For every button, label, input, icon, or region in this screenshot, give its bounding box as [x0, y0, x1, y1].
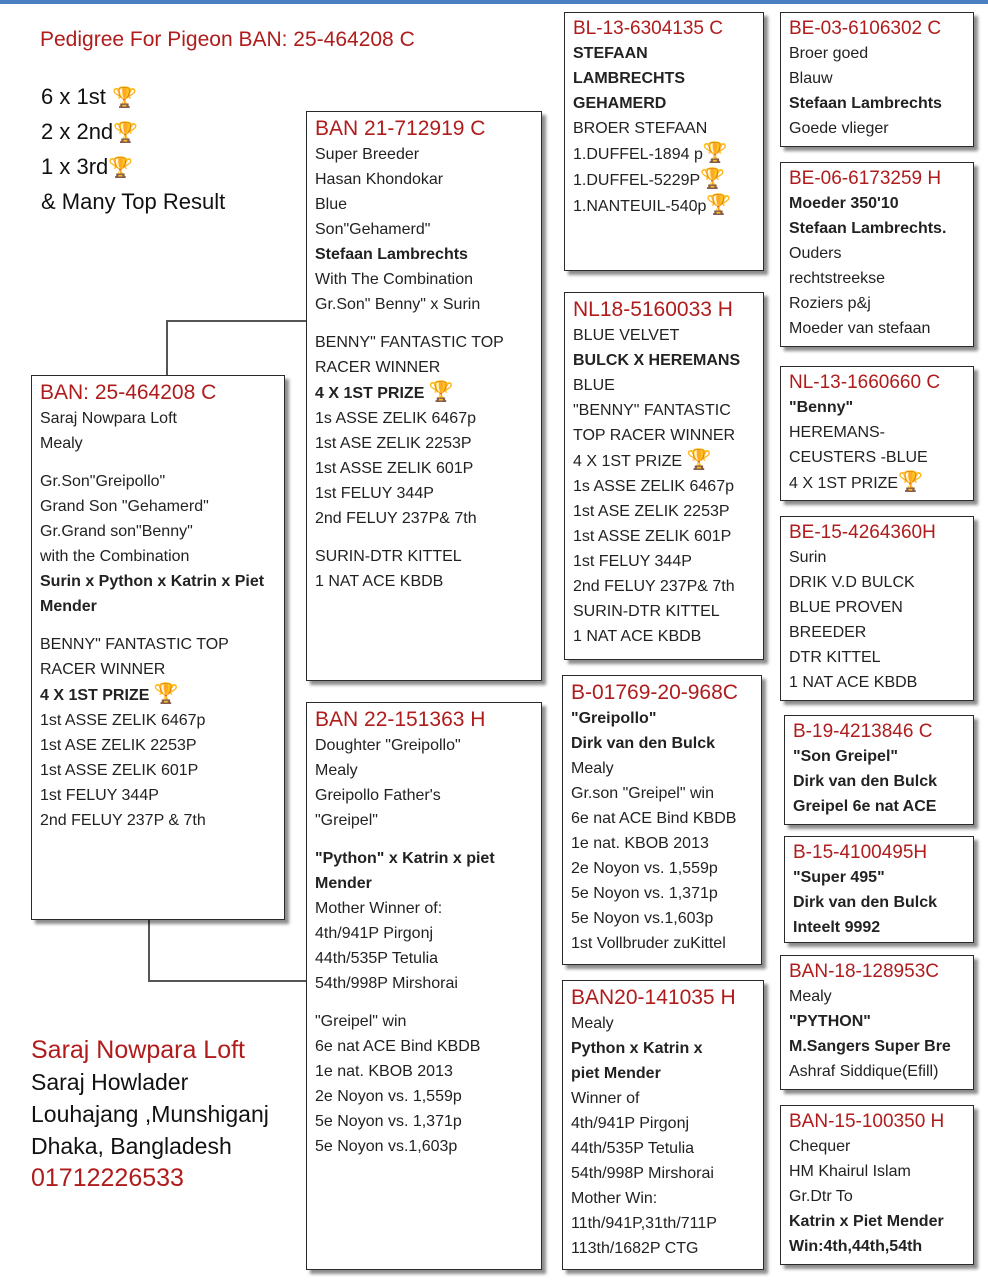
sire-sire-line: GEHAMERD [573, 95, 667, 112]
ring-number: B-15-4100495H [793, 842, 928, 863]
dam-line: Mother Winner of: [315, 900, 443, 917]
card-line: rechtstreekse [789, 270, 886, 287]
connector-line [148, 980, 306, 982]
dam-ring-number: BAN 22-151363 H [315, 708, 486, 731]
dam-sire-ring-number: B-01769-20-968C [571, 681, 738, 704]
dam-dam-ring-number: BAN20-141035 H [571, 986, 736, 1009]
dam-line: 2e Noyon vs. 1,559p [315, 1088, 462, 1105]
sire-line: 1st ASE ZELIK 2253P [315, 435, 472, 452]
connector-line [148, 920, 150, 980]
dam-line: 54th/998P Mirshorai [315, 975, 458, 992]
dam-sire-line: Dirk van den Bulck [571, 735, 716, 752]
subject-line: 1st ASSE ZELIK 601P [40, 762, 199, 779]
dam-dam-line: 113th/1682P CTG [571, 1240, 699, 1257]
subject-line: 1st ASSE ZELIK 6467p [40, 712, 206, 729]
connector-line [166, 320, 168, 375]
card-line: Surin [789, 549, 827, 566]
trophy-icon: 🏆 [108, 157, 134, 179]
dam-dam-line: Mealy [571, 1015, 614, 1032]
dam-line: 6e nat ACE Bind KBDB [315, 1038, 481, 1055]
card-line: Greipel 6e nat ACE [793, 798, 937, 815]
owner-name: Saraj Howlader [31, 1069, 189, 1095]
ring-number: BAN-15-100350 H [789, 1111, 945, 1132]
dam-sire-line: 2e Noyon vs. 1,559p [571, 860, 718, 877]
sire-dam-card [564, 292, 764, 660]
card-line: Ouders [789, 245, 842, 262]
card-line: Gr.Dtr To [789, 1188, 853, 1205]
sire-line: Gr.Son" Benny" x Surin [315, 296, 481, 313]
ring-number: BAN-18-128953C [789, 961, 939, 982]
ring-number: BE-03-6106302 C [789, 18, 942, 39]
card-line: Roziers p&j [789, 295, 871, 312]
loft-contact-block [31, 1034, 269, 1194]
dam-sire-line: Gr.son "Greipel" win [571, 785, 714, 802]
card-line: Blauw [789, 70, 833, 87]
subject-ring-number: BAN: 25-464208 C [40, 381, 217, 404]
card-line: DTR KITTEL [789, 649, 881, 666]
result-line-3: 1 x 3rd🏆 [41, 154, 134, 179]
great-grandparent-card-4 [780, 516, 974, 701]
card-line: Moeder 350'10 [789, 195, 899, 212]
result-line-2: 2 x 2nd🏆 [41, 119, 139, 144]
connector-line [166, 320, 306, 322]
phone-number[interactable]: 01712226533 [31, 1164, 184, 1192]
card-line: BREEDER [789, 624, 867, 641]
sire-line: 1 NAT ACE KBDB [315, 573, 444, 590]
card-line: BLUE PROVEN [789, 599, 903, 616]
subject-line: Grand Son "Gehamerd" [40, 498, 209, 515]
sire-line: 2nd FELUY 237P& 7th [315, 510, 477, 527]
dam-dam-line: 11th/941P,31th/711P [571, 1215, 717, 1232]
sire-dam-line: SURIN-DTR KITTEL [573, 603, 720, 620]
great-grandparent-card-8 [780, 1105, 974, 1265]
card-line: Stefaan Lambrechts. [789, 220, 947, 237]
sire-line: Hasan Khondokar [315, 171, 444, 188]
dam-line: Mender [315, 875, 372, 892]
card-line: M.Sangers Super Bre [789, 1038, 951, 1055]
sire-dam-line: TOP RACER WINNER [573, 427, 736, 444]
card-line: Chequer [789, 1138, 851, 1155]
subject-line: Gr.Son"Greipollo" [40, 473, 166, 490]
subject-line: 1st ASE ZELIK 2253P [40, 737, 197, 754]
great-grandparent-card-3 [780, 366, 974, 501]
trophy-icon: 🏆 [113, 122, 139, 144]
result-line-4: & Many Top Result [41, 189, 226, 214]
sire-dam-line: "BENNY" FANTASTIC [573, 402, 731, 419]
card-line: "Super 495" [793, 869, 885, 886]
great-grandparent-card-5 [784, 715, 974, 825]
dam-line: 44th/535P Tetulia [315, 950, 439, 967]
card-line: Katrin x Piet Mender [789, 1213, 944, 1230]
sire-line: Blue [315, 196, 348, 213]
dam-dam-line: 54th/998P Mirshorai [571, 1165, 714, 1182]
sire-ring-number: BAN 21-712919 C [315, 117, 486, 140]
sire-dam-line: 4 X 1ST PRIZE 🏆 [573, 449, 712, 471]
dam-sire-line: "Greipollo" [571, 710, 657, 727]
sire-dam-line: 1st ASE ZELIK 2253P [573, 503, 730, 520]
sire-sire-ring-number: BL-13-6304135 C [573, 18, 723, 39]
great-grandparent-card-7 [780, 955, 974, 1090]
card-line: Broer goed [789, 45, 869, 62]
sire-dam-line: BULCK X HEREMANS [573, 352, 741, 369]
sire-line: BENNY" FANTASTIC TOP [315, 334, 504, 351]
card-line: "Son Greipel" [793, 748, 898, 765]
sire-dam-line: BLUE VELVET [573, 327, 680, 344]
dam-dam-line: 44th/535P Tetulia [571, 1140, 695, 1157]
card-line: "PYTHON" [789, 1013, 871, 1030]
sire-dam-line: 1st ASSE ZELIK 601P [573, 528, 732, 545]
dam-line: 5e Noyon vs. 1,371p [315, 1113, 462, 1130]
dam-sire-card [562, 675, 762, 965]
top-accent-bar [0, 0, 988, 4]
dam-dam-line: 4th/941P Pirgonj [571, 1115, 690, 1132]
sire-sire-line: 1.DUFFEL-1894 p🏆 [573, 142, 728, 164]
sire-sire-card [564, 12, 764, 271]
card-line: 1 NAT ACE KBDB [789, 674, 918, 691]
trophy-icon: 🏆 [153, 683, 179, 705]
dam-line: "Greipel" [315, 812, 378, 829]
dam-line: Doughter "Greipollo" [315, 737, 461, 754]
subject-line: Saraj Nowpara Loft [40, 410, 177, 427]
ring-number: BE-15-4264360H [789, 522, 936, 543]
dam-dam-line: Mother Win: [571, 1190, 658, 1207]
dam-line: Greipollo Father's [315, 787, 441, 804]
trophy-icon: 🏆 [706, 194, 732, 216]
subject-line: RACER WINNER [40, 661, 166, 678]
subject-line: 2nd FELUY 237P & 7th [40, 812, 206, 829]
dam-line: 1e nat. KBOB 2013 [315, 1063, 453, 1080]
sire-sire-line: 1.DUFFEL-5229P🏆 [573, 168, 726, 190]
dam-dam-line: Winner of [571, 1090, 640, 1107]
dam-sire-line: 5e Noyon vs. 1,371p [571, 885, 718, 902]
subject-line: Mender [40, 598, 97, 615]
great-grandparent-card-2 [780, 162, 974, 347]
card-line: Inteelt 9992 [793, 919, 881, 936]
trophy-icon: 🏆 [111, 87, 137, 109]
subject-line: Mealy [40, 435, 83, 452]
trophy-icon: 🏆 [428, 381, 454, 403]
card-line: Win:4th,44th,54th [789, 1238, 923, 1255]
results-summary [41, 80, 225, 218]
card-line: HEREMANS- [789, 424, 886, 441]
dam-line: 4th/941P Pirgonj [315, 925, 434, 942]
trophy-icon: 🏆 [702, 142, 728, 164]
sire-line: Super Breeder [315, 146, 420, 163]
card-line: Dirk van den Bulck [793, 894, 938, 911]
card-line: Ashraf Siddique(Efill) [789, 1063, 939, 1080]
sire-line: Son"Gehamerd" [315, 221, 431, 238]
card-line: Stefaan Lambrechts [789, 95, 942, 112]
result-line-1: 6 x 1st 🏆 [41, 84, 137, 109]
address-line-1: Louhajang ,Munshiganj [31, 1101, 269, 1127]
card-line: Goede vlieger [789, 120, 889, 137]
dam-sire-line: 1e nat. KBOB 2013 [571, 835, 709, 852]
page-title: Pedigree For Pigeon BAN: 25-464208 C [40, 28, 415, 51]
sire-dam-ring-number: NL18-5160033 H [573, 298, 733, 321]
subject-line: BENNY" FANTASTIC TOP [40, 636, 229, 653]
sire-line: 1st FELUY 344P [315, 485, 434, 502]
dam-line: Mealy [315, 762, 358, 779]
subject-line: 4 X 1ST PRIZE 🏆 [40, 683, 179, 705]
great-grandparent-card-6 [784, 836, 974, 943]
sire-line: Stefaan Lambrechts [315, 246, 468, 263]
card-line: HM Khairul Islam [789, 1163, 911, 1180]
sire-line: 4 X 1ST PRIZE 🏆 [315, 381, 454, 403]
dam-line: "Python" x Katrin x piet [315, 850, 495, 867]
sire-card [306, 111, 542, 681]
sire-dam-line: 2nd FELUY 237P& 7th [573, 578, 735, 595]
dam-line: "Greipel" win [315, 1013, 407, 1030]
great-grandparent-card-1 [780, 12, 974, 147]
sire-line: 1st ASSE ZELIK 601P [315, 460, 474, 477]
sire-dam-line: 1 NAT ACE KBDB [573, 628, 702, 645]
sire-line: RACER WINNER [315, 359, 441, 376]
address-line-2: Dhaka, Bangladesh [31, 1133, 232, 1159]
loft-name: Saraj Nowpara Loft [31, 1036, 246, 1064]
ring-number: BE-06-6173259 H [789, 168, 942, 189]
subject-line: 1st FELUY 344P [40, 787, 159, 804]
card-line: DRIK V.D BULCK [789, 574, 915, 591]
sire-sire-line: BROER STEFAAN [573, 120, 708, 137]
trophy-icon: 🏆 [898, 471, 923, 493]
dam-sire-line: Mealy [571, 760, 614, 777]
card-line: Moeder van stefaan [789, 320, 931, 337]
card-line: CEUSTERS -BLUE [789, 449, 928, 466]
dam-card [306, 702, 542, 1270]
sire-sire-line: LAMBRECHTS [573, 70, 685, 87]
subject-line: Surin x Python x Katrin x Piet [40, 573, 265, 590]
dam-line: 5e Noyon vs.1,603p [315, 1138, 458, 1155]
trophy-icon: 🏆 [700, 168, 726, 190]
card-line: Mealy [789, 988, 832, 1005]
dam-dam-line: piet Mender [571, 1065, 661, 1082]
subject-line: Gr.Grand son"Benny" [40, 523, 193, 540]
sire-dam-line: 1st FELUY 344P [573, 553, 692, 570]
sire-line: SURIN-DTR KITTEL [315, 548, 462, 565]
subject-line: with the Combination [40, 548, 190, 565]
card-line: 4 X 1ST PRIZE🏆 [789, 471, 923, 493]
dam-sire-line: 5e Noyon vs.1,603p [571, 910, 714, 927]
sire-dam-line: 1s ASSE ZELIK 6467p [573, 478, 734, 495]
sire-line: 1s ASSE ZELIK 6467p [315, 410, 476, 427]
dam-dam-card [562, 980, 764, 1270]
trophy-icon: 🏆 [686, 449, 712, 471]
ring-number: B-19-4213846 C [793, 721, 933, 742]
sire-dam-line: BLUE [573, 377, 615, 394]
sire-line: With The Combination [315, 271, 473, 288]
sire-sire-line: 1.NANTEUIL-540p🏆 [573, 194, 732, 216]
dam-dam-line: Python x Katrin x [571, 1040, 703, 1057]
card-line: "Benny" [789, 399, 854, 416]
sire-sire-line: STEFAAN [573, 45, 648, 62]
subject-pigeon-card [31, 375, 285, 920]
dam-sire-line: 1st Vollbruder zuKittel [571, 935, 726, 952]
dam-sire-line: 6e nat ACE Bind KBDB [571, 810, 737, 827]
ring-number: NL-13-1660660 C [789, 372, 941, 393]
card-line: Dirk van den Bulck [793, 773, 938, 790]
